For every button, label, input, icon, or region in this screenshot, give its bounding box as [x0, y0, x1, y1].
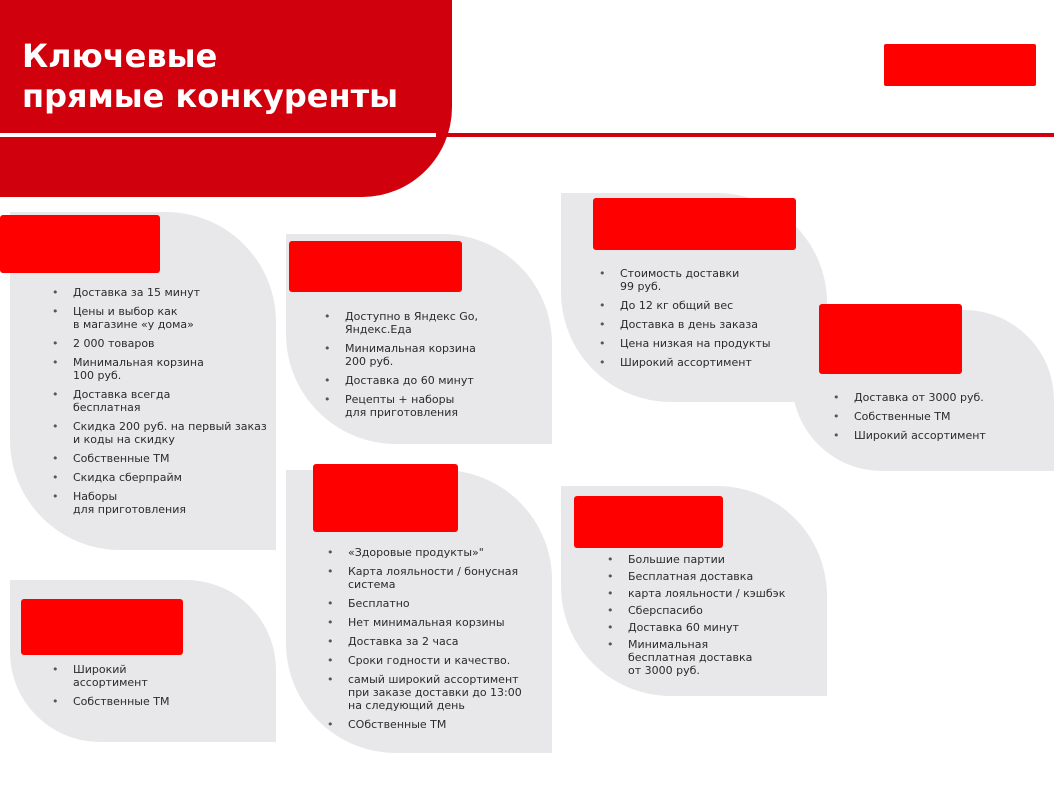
competitor-features-6 — [607, 553, 807, 681]
list-item: • Собственные ТМ — [833, 410, 1043, 423]
list-item: • Доступно в Яндекс Go, Яндекс.Еда — [324, 310, 539, 336]
redacted-competitor-name-4 — [313, 464, 458, 532]
competitor-features-7 — [833, 391, 1043, 448]
list-item: • Доставка за 2 часа — [327, 635, 547, 648]
list-item: • До 12 кг общий вес — [599, 299, 814, 312]
title-line-2: прямые конкуренты — [22, 77, 399, 115]
list-item: • Минимальная корзина 100 руб. — [52, 356, 272, 382]
list-item: • Сроки годности и качество. — [327, 654, 547, 667]
list-item: • Сберспасибо — [607, 604, 807, 617]
list-item: • Доставка в день заказа — [599, 318, 814, 331]
competitor-features-4 — [327, 546, 547, 737]
page-title — [22, 36, 398, 116]
list-item: • карта лояльности / кэшбэк — [607, 587, 807, 600]
list-item: • Бесплатная доставка — [607, 570, 807, 583]
list-item: • Доставка всегда бесплатная — [52, 388, 272, 414]
list-item: • Бесплатно — [327, 597, 547, 610]
list-item: • 2 000 товаров — [52, 337, 272, 350]
list-item: • Доставка до 60 минут — [324, 374, 539, 387]
list-item: • Минимальная бесплатная доставка от 3000 руб. — [607, 638, 807, 677]
list-item: • Широкий ассортимент — [52, 663, 252, 689]
redacted-logo — [884, 44, 1036, 86]
list-item: • Широкий ассортимент — [833, 429, 1043, 442]
list-item: • Доставка от 3000 руб. — [833, 391, 1043, 404]
list-item: • Нет минимальная корзины — [327, 616, 547, 629]
list-item: • Карта лояльности / бонусная система — [327, 565, 547, 591]
list-item: • Минимальная корзина 200 руб. — [324, 342, 539, 368]
list-item: • Большие партии — [607, 553, 807, 566]
list-item: • Скидка сберпрайм — [52, 471, 272, 484]
list-item: • Цена низкая на продукты — [599, 337, 814, 350]
list-item: • самый широкий ассортимент при заказе доставки до 13:00 на следующий день — [327, 673, 547, 712]
redacted-competitor-name-2 — [21, 599, 183, 655]
list-item: • Собственные ТМ — [52, 452, 272, 465]
redacted-competitor-name-6 — [574, 496, 723, 548]
list-item: • Доставка за 15 минут — [52, 286, 272, 299]
list-item: • Наборы для приготовления — [52, 490, 272, 516]
list-item: • Скидка 200 руб. на первый заказ и коды на скидку — [52, 420, 272, 446]
list-item: • Стоимость доставки 99 руб. — [599, 267, 814, 293]
redacted-competitor-name-3 — [289, 241, 462, 292]
competitor-features-3 — [324, 310, 539, 425]
list-item: • Рецепты + наборы для приготовления — [324, 393, 539, 419]
list-item: • СОбственные ТМ — [327, 718, 547, 731]
list-item: • «Здоровые продукты»" — [327, 546, 547, 559]
list-item: • Собственные ТМ — [52, 695, 252, 708]
redacted-competitor-name-1 — [0, 215, 160, 273]
list-item: • Цены и выбор как в магазине «у дома» — [52, 305, 272, 331]
competitor-features-1 — [52, 286, 272, 522]
competitor-features-5 — [599, 267, 814, 375]
title-line-1: Ключевые — [22, 37, 218, 75]
list-item: • Широкий ассортимент — [599, 356, 814, 369]
list-item: • Доставка 60 минут — [607, 621, 807, 634]
header-divider-gap — [0, 133, 436, 137]
redacted-competitor-name-5 — [593, 198, 796, 250]
redacted-competitor-name-7 — [819, 304, 962, 374]
competitor-features-2 — [52, 663, 252, 714]
